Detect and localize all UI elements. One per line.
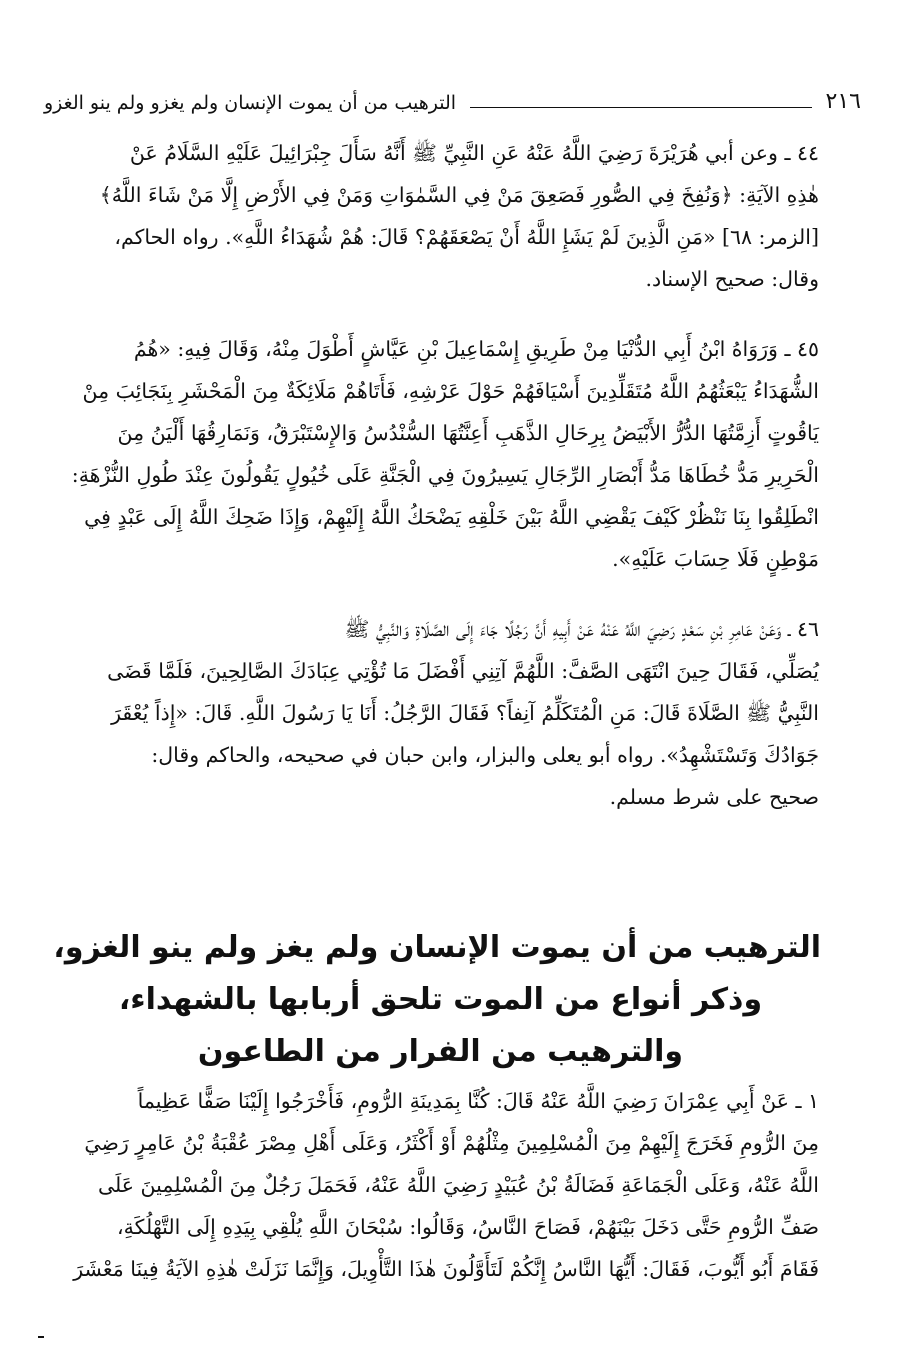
hadith-line: يَاقُوتٍ أَزِمَّتُهَا الدُّرُّ الأَبْيَضُ بِرِحَالِ الذَّهَبِ أَعِنَّتُهَا السُّنْدُسُ وَالإِسْتَبْرَقُ، وَنَمَارِقُهَا أَلْيَنُ مِنَ — [117, 421, 819, 445]
hadith-line: يُصَلِّي، فَقَالَ حِينَ انْتَهَى الصَّفَّ: اللَّهُمَّ آتِنِي أَفْضَلَ مَا تُؤْتِي عِبَادَكَ الصَّالِحِينَ، فَلَمَّا قَضَى — [107, 659, 819, 683]
hadith-1 — [44, 1080, 819, 1290]
hadith-line: الشُّهَدَاءُ يَبْعَثُهُمُ اللَّهُ مُتَقَلِّدِينَ أَسْيَافَهُمْ حَوْلَ عَرْشِهِ، فَأَتَاهُمْ مَلَائِكَةٌ مِنَ الْمَحْشَرِ بِنَجَائِبَ مِنْ — [82, 379, 819, 403]
running-header — [44, 80, 861, 114]
hadith-line: الْحَرِيرِ مَدُّ خُطَاهَا مَدُّ أَبْصَارِ الرِّجَالِ يَسِيرُونَ فِي الْجَنَّةِ عَلَى خُيُولٍ يَقُولُونَ عِنْدَ طُولِ النُّزْهَةِ: — [71, 463, 819, 487]
hadith-line: فَقَامَ أَبُو أَيُّوبَ، فَقَالَ: أَيُّهَا النَّاسُ إِنَّكُمْ لَتَأَوَّلُونَ هٰذَا التَّأْوِيلَ، وَإِنَّمَا نَزَلَتْ هٰذِهِ الآيَةُ فِينَا مَعْشَرَ — [73, 1257, 819, 1281]
hadith-line: هٰذِهِ الآيَةِ: ﴿وَنُفِخَ فِي الصُّورِ فَصَعِقَ مَنْ فِي السَّمٰوَاتِ وَمَنْ فِي الأَرْضِ إِلَّا مَنْ شَاءَ اللَّهُ﴾ — [99, 183, 819, 207]
page-number: ٢١٦ — [825, 89, 861, 114]
hadith-line: النَّبِيُّ ﷺ الصَّلَاةَ قَالَ: مَنِ الْمُتَكَلِّمُ آنِفاً؟ فَقَالَ الرَّجُلُ: أَنَا يَا رَسُولَ اللَّهِ. قَالَ: «إِذاً يُعْقَرَ — [111, 701, 819, 725]
hadith-line: انْطَلِقُوا بِنَا نَنْظُرْ كَيْفَ يَقْضِي اللَّهُ بَيْنَ خَلْقِهِ يَضْحَكُ اللَّهُ إِلَيْهِمْ، وَإِذَا ضَحِكَ اللَّهُ إِلَى عَبْدٍ فِي — [84, 505, 819, 529]
hadith-45 — [44, 328, 819, 580]
hadith-46 — [44, 608, 819, 818]
chapter-heading-line: والترهيب من الفرار من الطاعون — [197, 1034, 684, 1069]
hadith-line: جَوَادُكَ وَتَسْتَشْهِدُ». رواه أبو يعلى والبزار، وابن حبان في صحيحه، والحاكم وقال: — [151, 743, 819, 767]
hadith-line: اللَّهُ عَنْهُ، وَعَلَى الْجَمَاعَةِ فَضَالَةُ بْنُ عُبَيْدٍ رَضِيَ اللَّهُ عَنْهُ، فَحَمَلَ رَجُلٌ مِنَ الْمُسْلِمِينَ عَلَى — [97, 1173, 819, 1197]
chapter-heading-line: الترهيب من أن يموت الإنسان ولم يغز ولم ينو الغزو، — [53, 930, 821, 965]
hadith-line: وقال: صحيح الإسناد. — [645, 267, 819, 291]
running-title: الترهيب من أن يموت الإنسان ولم يغزو ولم ينو الغزو — [44, 92, 457, 114]
chapter-heading — [53, 922, 821, 1078]
hadith-line: ٤٥ ـ وَرَوَاهُ ابْنُ أَبِي الدُّنْيَا مِنْ طَرِيقِ إِسْمَاعِيلَ بْنِ عَيَّاشٍ أَطْوَلَ مِنْهُ، وَقَالَ فِيهِ: «هُمُ — [133, 337, 819, 361]
hadith-line: صحيح على شرط مسلم. — [609, 785, 819, 809]
hadith-line: ١ ـ عَنْ أَبِي عِمْرَانَ رَضِيَ اللَّهُ عَنْهُ قَالَ: كُنَّا بِمَدِينَةِ الرُّومِ، فَأَخْرَجُوا إِلَيْنَا صَفًّا عَظِيماً — [137, 1089, 819, 1113]
chapter-heading-line: وذكر أنواع من الموت تلحق أربابها بالشهداء، — [118, 982, 763, 1017]
hadith-line: مَوْطِنٍ فَلَا حِسَابَ عَلَيْهِ». — [612, 547, 819, 571]
hadith-line: [الزمر: ٦٨] «مَنِ الَّذِينَ لَمْ يَشَإِ اللَّهُ أَنْ يَصْعَقَهُمْ؟ قَالَ: هُمْ شُهَدَاءُ اللَّهِ». رواه الحاكم، — [114, 225, 819, 249]
header-rule — [470, 107, 811, 108]
hadith-line: ٤٦ ـ وَعَنْ عَامِرِ بْنِ سَعْدٍ رَضِيَ اللَّهُ عَنْهُ عَنْ أَبِيهِ أَنَّ رَجُلًا جَاءَ إِلَى الصَّلَاةِ وَالنَّبِيُّ ﷺ — [344, 617, 819, 641]
hadith-line: صَفِّ الرُّومِ حَتَّى دَخَلَ بَيْنَهُمْ، فَصَاحَ النَّاسُ، وَقَالُوا: سُبْحَانَ اللَّهِ يُلْقِي بِيَدِهِ إِلَى التَّهْلُكَةِ، — [117, 1215, 819, 1239]
hadith-line: ٤٤ ـ وعن أبي هُرَيْرَةَ رَضِيَ اللَّهُ عَنْهُ عَنِ النَّبِيِّ ﷺ أَنَّهُ سَأَلَ جِبْرَائِيلَ عَلَيْهِ السَّلَامُ عَنْ — [129, 141, 819, 165]
print-mark — [38, 1336, 44, 1338]
hadith-44 — [44, 132, 819, 300]
hadith-line: مِنَ الرُّومِ فَخَرَجَ إِلَيْهِمْ مِنَ الْمُسْلِمِينَ مِثْلُهُمْ أَوْ أَكْثَرُ، وَعَلَى أَهْلِ مِصْرَ عُقْبَةُ بْنُ عَامِرٍ رَضِيَ — [84, 1131, 819, 1155]
